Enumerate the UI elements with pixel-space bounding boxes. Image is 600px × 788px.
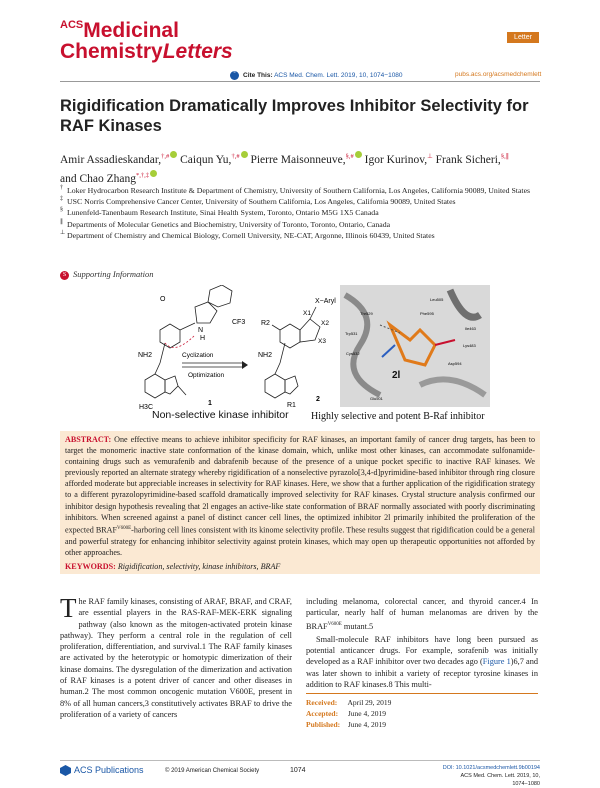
- article-title: Rigidification Dramatically Improves Inhibitor Selectivity for RAF Kinases: [60, 97, 529, 135]
- residue-label: Thr529: [360, 311, 373, 316]
- label-h3c: H3C: [139, 404, 154, 411]
- label-h: H: [200, 335, 206, 342]
- page-number: 1074: [290, 767, 306, 774]
- footer-divider: [60, 760, 540, 761]
- cite-icon: ”: [230, 71, 239, 80]
- label-o: O: [160, 296, 166, 303]
- author[interactable]: Caiqun Yu,†,#: [180, 154, 247, 166]
- body-column-right: including melanoma, colorectal cancer, and thyroid cancer.4 In particular, nearly half of human melanomas are driven by the $BRAF^{V600E}$ mutant.5 Small-molecule RAF inhibitors have long been pursued as potential anticancer drugs. For example, sorafenib was initially developed as a RAF inhibitor over two decades ago (Figure 1)6,7 and was later shown to inhibit a variety of receptor tyrosine kinases in addition to RAF kinases.8 This multi-: [306, 597, 538, 689]
- logo-acs: ACS: [60, 19, 84, 31]
- compound-2-number: 2: [316, 396, 320, 403]
- date-row: Accepted: June 4, 2019: [306, 709, 386, 718]
- affiliation: § Lunenfeld-Tanenbaum Research Institute, Sinai Health System, Toronto, Ontario M5G 1X5 Canada: [60, 207, 379, 218]
- header-divider: [60, 81, 540, 82]
- arrow-label-optimization: Optimization: [188, 372, 225, 379]
- label-x2: X2: [321, 320, 329, 327]
- logo-letters: Letters: [162, 40, 233, 63]
- arrow-label-cyclization: Cyclization: [182, 352, 214, 359]
- figure-link[interactable]: Figure 1: [482, 657, 511, 667]
- abstract-text: ABSTRACT: One effective means to achieve inhibitor specificity for RAF kinases, an important family of cancer drug targets, has been to target the monomeric inactive state conformation of the kinase domain, which, unlike most other kinases, can accommodate sulfonamide-containing drugs such as vemurafenib and dabrafenib because of the presence of a unique pocket specific to inactive RAF kinases. We previously reported an alternate strategy whereby rigidification of a nonselective pyrazolo[3,4-d]pyrimidine-based inhibitor through ring closure afforded moderate but appreciable increases in selectivity for RAF kinases. Here, we show that a further application of the rigidification strategy to a different pyrazolopyrimidine-based scaffold dramatically improved selectivity for RAF kinases. Crystal structure analysis confirmed our inhibitor design hypothesis revealing that 2l engages an active-like state conformation of BRAF normally associated with poorly discriminating inhibitors. When screened against a panel of distinct cancer cell lines, the optimized inhibitor 2l primarily inhibited the proliferation of the expected $BRAF^{V600E}$-harboring cell lines consistent with its kinome selectivity profile. These results suggest that rigidification could be a general and powerful strategy for enhancing inhibitor selectivity against protein kinases, which may open up therapeutic opportunities not afforded by other approaches.: [65, 435, 535, 557]
- date-row: Received: April 29, 2019: [306, 698, 392, 707]
- author[interactable]: and Chao Zhang*,†,‡: [60, 173, 157, 185]
- article-dates: [306, 693, 538, 730]
- residue-label: Asp594: [448, 361, 462, 366]
- residue-label: Trp531: [345, 331, 358, 336]
- arrow-head: [242, 361, 248, 369]
- logo-chemistry: Chemistry: [60, 40, 163, 63]
- orcid-icon[interactable]: [170, 151, 177, 158]
- residue-label: Cys532: [346, 351, 360, 356]
- doi-citation: DOI: 10.1021/acsmedchemlett.9b00194 ACS Med. Chem. Lett. 2019, 10, 1074−1080: [440, 764, 540, 788]
- label-nh2-left: NH2: [138, 352, 153, 359]
- acs-hexagon-icon: [60, 765, 71, 776]
- orcid-icon[interactable]: [355, 151, 362, 158]
- affiliation: ‡ USC Norris Comprehensive Cancer Center, University of Southern California, Los Angeles, California 90089, United States: [60, 196, 456, 207]
- residue-label: Lys483: [463, 343, 476, 348]
- label-x1: X1: [303, 310, 311, 317]
- label-x3: X3: [318, 338, 326, 345]
- affiliations: [60, 185, 540, 241]
- supporting-info-icon: S: [60, 271, 69, 280]
- acs-publications-logo[interactable]: ACS Publications: [60, 765, 144, 776]
- affiliation: ∥ Departments of Molecular Genetics and Biochemistry, University of Toronto, Toronto, Ontario, Canada: [60, 218, 391, 229]
- body-column-left: The RAF family kinases, consisting of ARAF, BRAF, and CRAF, are essential players in the RAS-RAF-MEK-ERK signaling pathway (also known as the mitogen-activated protein kinase pathway). They perform a central role in the regulation of cell proliferation, differentiation, and survival.1 The RAF family kinases are activated by the heterotypic or homotypic dimerization of their kinase domains. The dysregulation of the dimerization and activation of RAF kinases is a potent driver of cancer and other diseases in human.2 The most common oncogenic mutation V600E, present in 8% of all human cancers,3 constitutively activates BRAF to drive the proliferation of a variety of cancers: [60, 593, 292, 719]
- copyright: © 2019 American Chemical Society: [165, 768, 260, 774]
- journal-url-link[interactable]: pubs.acs.org/acsmedchemlett: [455, 71, 542, 78]
- orcid-icon[interactable]: [150, 170, 157, 177]
- orcid-icon[interactable]: [241, 151, 248, 158]
- toc-caption-right: Highly selective and potent B-Raf inhibitor: [311, 411, 485, 422]
- affiliation: ⊥ Department of Chemistry and Chemical Biology, Cornell University, NE-CAT, Argonne, Illinois 60439, United States: [60, 229, 435, 240]
- logo-medicinal: Medicinal: [83, 19, 179, 42]
- toc-graphic: [120, 285, 495, 425]
- label-r2: R2: [261, 320, 270, 327]
- label-r1: R1: [287, 402, 296, 409]
- journal-logo: [60, 20, 233, 62]
- label-cf3: CF3: [232, 319, 246, 326]
- compound-1-structure: [145, 285, 232, 398]
- compound-2l-label: 2l: [392, 370, 401, 381]
- author[interactable]: Pierre Maisonneuve,§,#: [250, 154, 361, 166]
- author[interactable]: Frank Sicheri,§,∥: [435, 153, 509, 166]
- toc-caption-left: Non-selective kinase inhibitor: [152, 409, 289, 421]
- date-row: Published: June 4, 2019: [306, 720, 386, 729]
- article-type-badge: Letter: [507, 32, 539, 43]
- label-n: N: [198, 327, 204, 334]
- label-aryl: X−Aryl: [315, 298, 336, 305]
- affiliation: † Loker Hydrocarbon Research Institute & Department of Chemistry, University of Southern California, Los Angeles, California 90089, United States: [60, 185, 531, 195]
- residue-label: Leu505: [430, 297, 444, 302]
- drop-cap: T: [60, 593, 77, 623]
- compound-2-structure: [265, 307, 320, 398]
- author[interactable]: Igor Kurinov,⊥: [364, 153, 433, 166]
- keywords: KEYWORDS: Rigidification, selectivity, kinase inhibitors, BRAF: [65, 562, 281, 571]
- compound-1-number: 1: [208, 400, 212, 407]
- doi-link[interactable]: DOI: 10.1021/acsmedchemlett.9b00194: [442, 765, 540, 771]
- residue-label: Glu501: [370, 396, 383, 401]
- residue-label: Phe595: [420, 311, 434, 316]
- label-nh2-right: NH2: [258, 352, 273, 359]
- cite-this[interactable]: ” Cite This: ACS Med. Chem. Lett. 2019, 10, 1074−1080: [230, 71, 403, 80]
- residue-label: Ile463: [465, 326, 476, 331]
- author[interactable]: Amir Assadieskandar,†,#: [60, 154, 177, 166]
- supporting-information-link[interactable]: S Supporting Information: [60, 269, 154, 280]
- author-list: [60, 149, 540, 187]
